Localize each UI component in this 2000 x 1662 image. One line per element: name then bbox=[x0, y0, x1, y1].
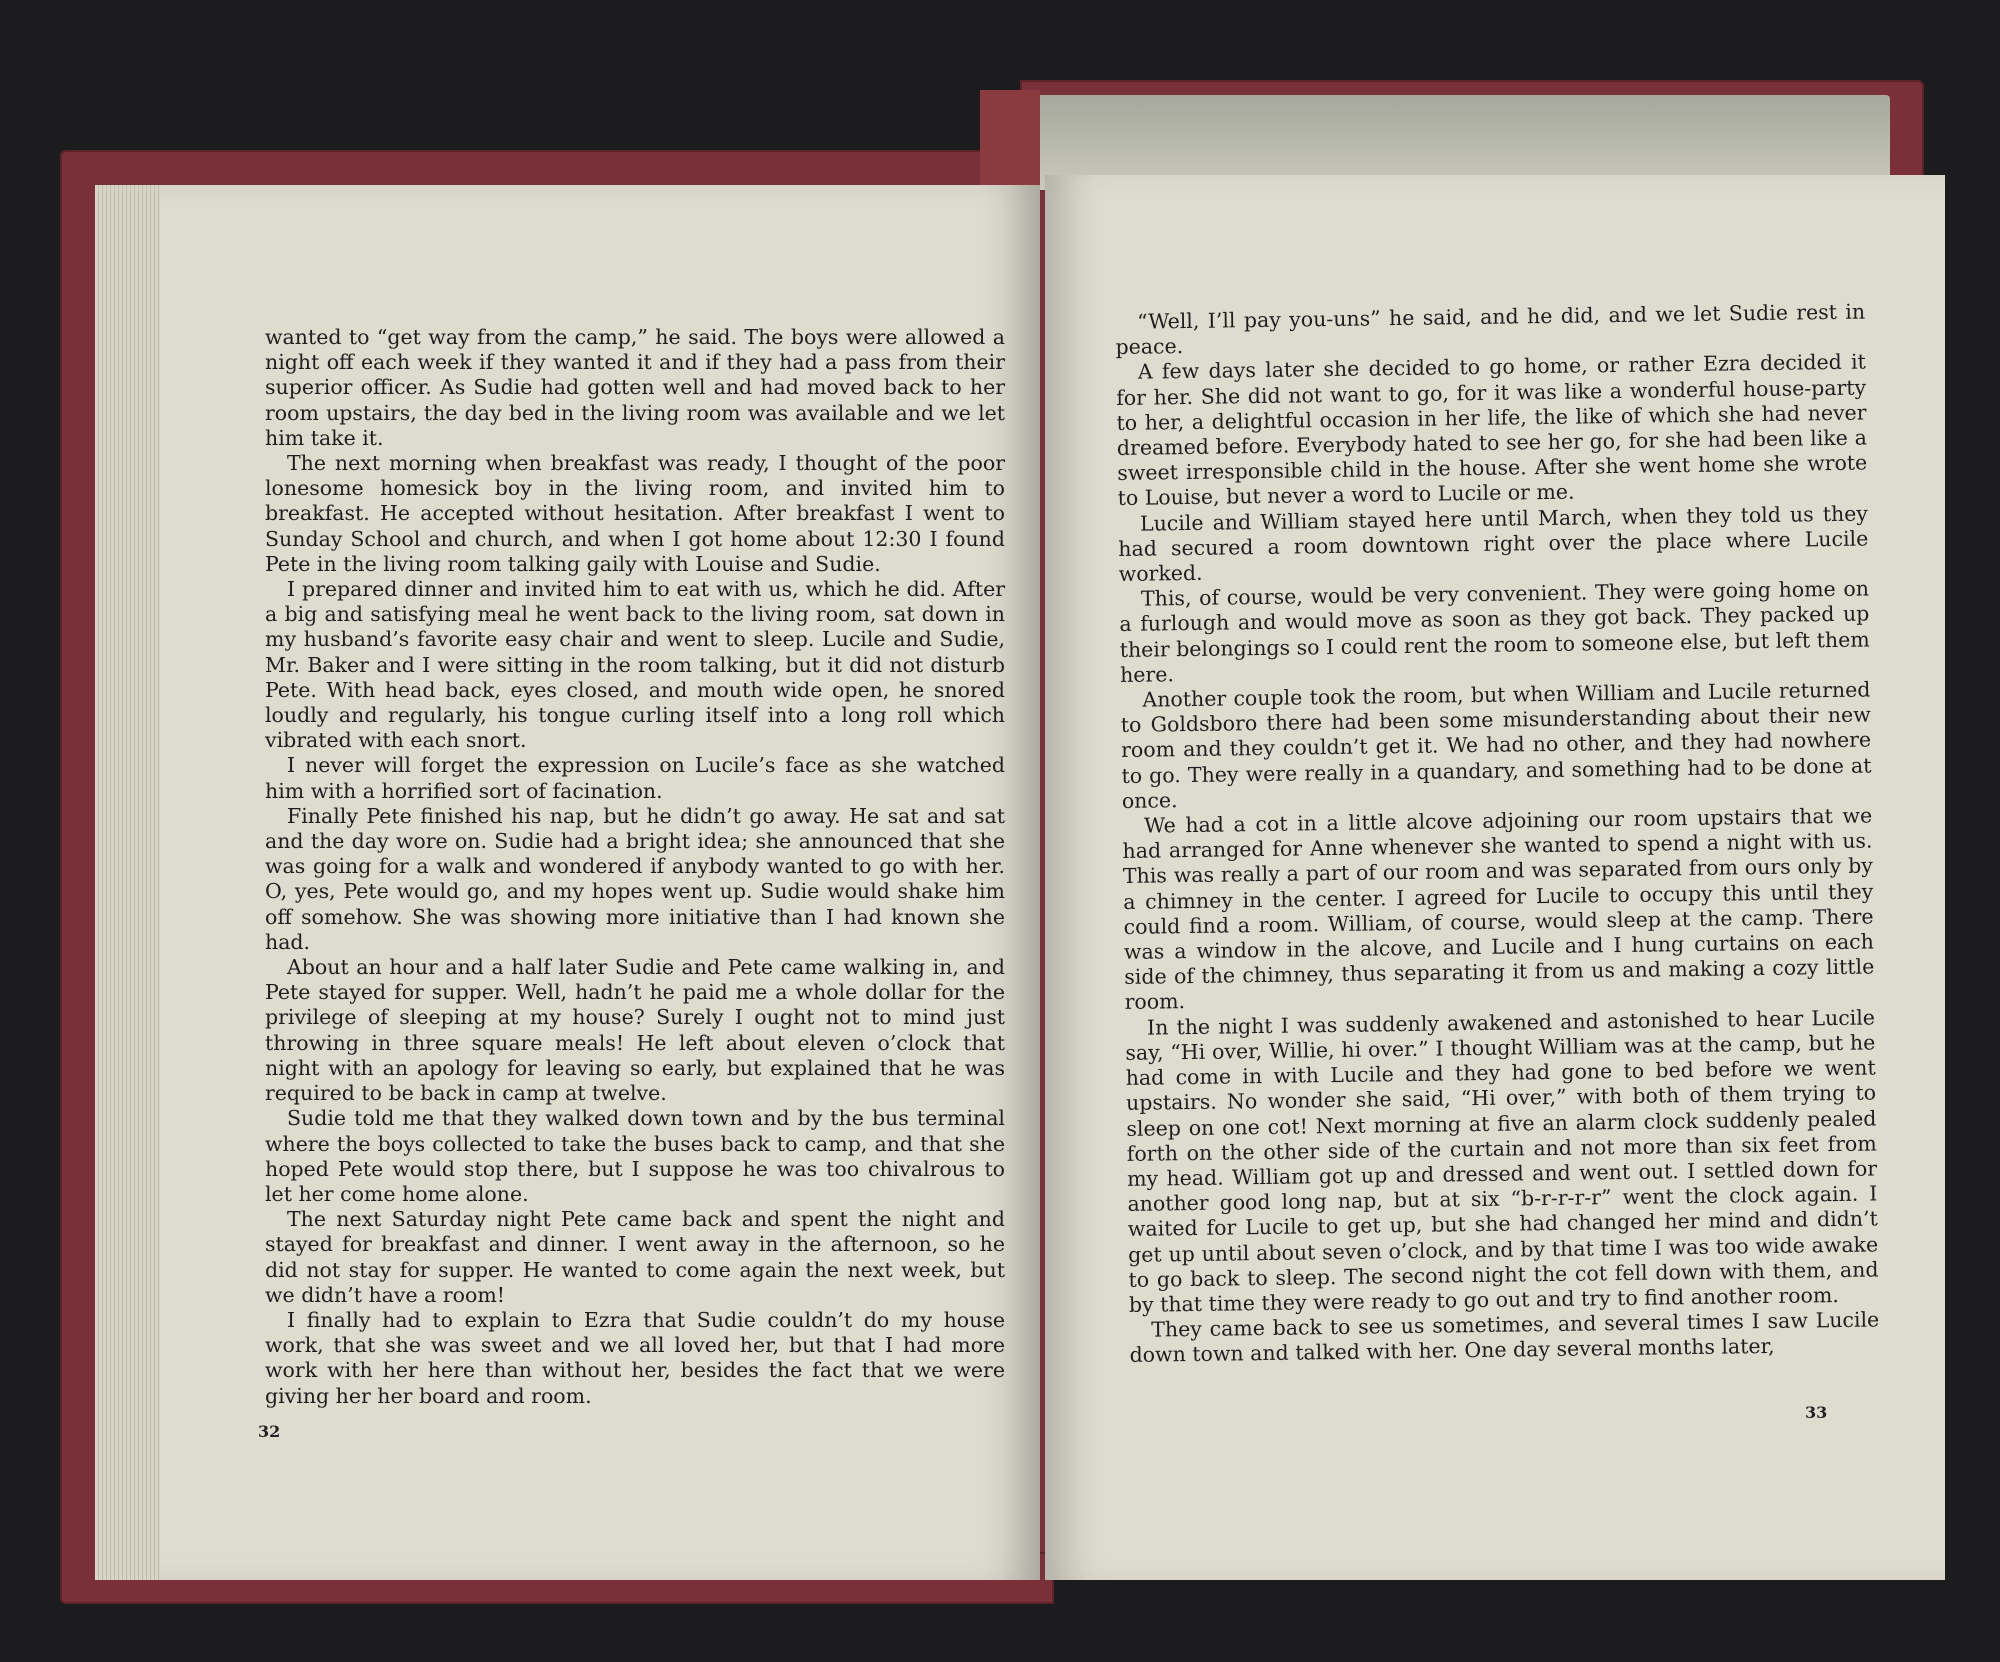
paragraph: Finally Pete finished his nap, but he didn’t go away. He sat and sat and the day wore on. Sudie had a bright idea; she announced that she was going for a walk and wondered if anybody wanted to go with her. O, yes, Pete would go, and my hopes went up. Sudie would shake him off somehow. She was showing more initiative than I had known she had. bbox=[265, 803, 1005, 954]
paragraph: I never will forget the expression on Lucile’s face as she watched him with a horrified sort of facination. bbox=[265, 753, 1005, 803]
paragraph: About an hour and a half later Sudie and Pete came walking in, and Pete stayed for supper. Well, hadn’t he paid me a whole dollar for the privilege of sleeping at my house? Surely I ought not to mind just throwing in three square meals! He left about eleven o’clock that night with an apology for leaving so early, but explained that he was required to be back in camp at twelve. bbox=[265, 955, 1005, 1106]
paragraph: Lucile and William stayed here until March, when they told us they had secured a room downtown right over the place where Lucile worked. bbox=[1118, 501, 1869, 587]
paragraph: A few days later she decided to go home, or rather Ezra decided it for her. She did not want to go, for it was like a wonderful house-party to her, a delightful occasion in her life, the like of which she had never dreamed before. Everybody hated to see her go, for she had been like a sweet irresponsible child in the house. After she went home she wrote to Louise, but never a word to Lucile or me. bbox=[1116, 349, 1868, 511]
left-page-text bbox=[265, 325, 1005, 1409]
paragraph: This, of course, would be very convenient. They were going home on a furlough and would move as soon as they got back. They packed up their belongings so I could rent the room to someone else, but left them here. bbox=[1119, 576, 1870, 687]
paragraph: I prepared dinner and invited him to eat with us, which he did. After a big and satisfying meal he went back to the living room, sat down in my husband’s favorite easy chair and went to sleep. Lucile and Sudie, Mr. Baker and I were sitting in the room talking, but it did not disturb Pete. With head back, eyes closed, and mouth wide open, he snored loudly and regularly, his tongue curling itself into a long roll which vibrated with each snort. bbox=[265, 577, 1005, 753]
right-page bbox=[1045, 175, 1945, 1580]
paragraph: I finally had to explain to Ezra that Sudie couldn’t do my house work, that she was sweet and we all loved her, but that I had more work with her here than without her, besides the fact that we were giving her her board and room. bbox=[265, 1307, 1005, 1408]
left-page bbox=[160, 185, 1040, 1580]
paragraph: The next Saturday night Pete came back and spent the night and stayed for breakfast and dinner. I went away in the afternoon, so he did not stay for supper. He wanted to come again the next week, but we didn’t have a room! bbox=[265, 1207, 1005, 1307]
page-number-right: 33 bbox=[1805, 1403, 1828, 1422]
paragraph: The next morning when breakfast was ready, I thought of the poor lonesome homesick boy in the living room, and invited him to breakfast. He accepted without hesitation. After breakfast I went to Sunday School and church, and when I got home about 12:30 I found Pete in the living room talking gaily with Louise and Sudie. bbox=[265, 451, 1005, 576]
paragraph: “Well, I’ll pay you-uns” he said, and he did, and we let Sudie rest in peace. bbox=[1115, 299, 1866, 360]
paragraph: wanted to “get way from the camp,” he said. The boys were allowed a night off each week if they wanted it and if they had a pass from their superior officer. As Sudie had gotten well and had moved back to her room upstairs, the day bed in the living room was available and we let him take it. bbox=[265, 325, 1005, 450]
page-number-left: 32 bbox=[258, 1422, 281, 1441]
paragraph: In the night I was suddenly awakened and astonished to hear Lucile say, “Hi over, Willie, hi over.” I thought William was at the camp, but he had come in with Lucile and they had gone to bed before we went upstairs. No wonder she said, “Hi over,” with both of them trying to sleep on one cot! Next morning at five an alarm clock suddenly pealed forth on the other side of the curtain and not more than six feet from my head. William got up and dressed and went out. I settled down for another good long nap, but at six “b-r-r-r-r” went the clock again. I waited for Lucile to get up, but she had changed her mind and didn’t get up until about seven o’clock, and by that time I was too wide awake to go back to sleep. The second night the cot fell down with them, and by that time they were ready to go out and try to find another room. bbox=[1125, 1005, 1879, 1317]
right-page-text bbox=[1115, 300, 1880, 1369]
paragraph: Another couple took the room, but when William and Lucile returned to Goldsboro there had been some misunderstanding about their new room and they couldn’t get it. We had no other, and they had nowhere to go. They were really in a quandary, and something had to be done at once. bbox=[1120, 677, 1872, 813]
paragraph: They came back to see us sometimes, and several times I saw Lucile down town and talked with her. One day several months later, bbox=[1129, 1307, 1880, 1368]
paragraph: We had a cot in a little alcove adjoining our room upstairs that we had arranged for Anne whenever she wanted to spend a night with us. This was really a part of our room and was separated from ours only by a chimney in the center. I agreed for Lucile to occupy this until they could find a room. William, of course, would sleep at the camp. There was a window in the alcove, and Lucile and I hung curtains on each side of the chimney, thus separating it from us and making a cozy little room. bbox=[1122, 803, 1875, 1015]
paragraph: Sudie told me that they walked down town and by the bus terminal where the boys collected to take the buses back to camp, and that she hoped Pete would stop there, but I suppose he was too chivalrous to let her come home alone. bbox=[265, 1106, 1005, 1206]
